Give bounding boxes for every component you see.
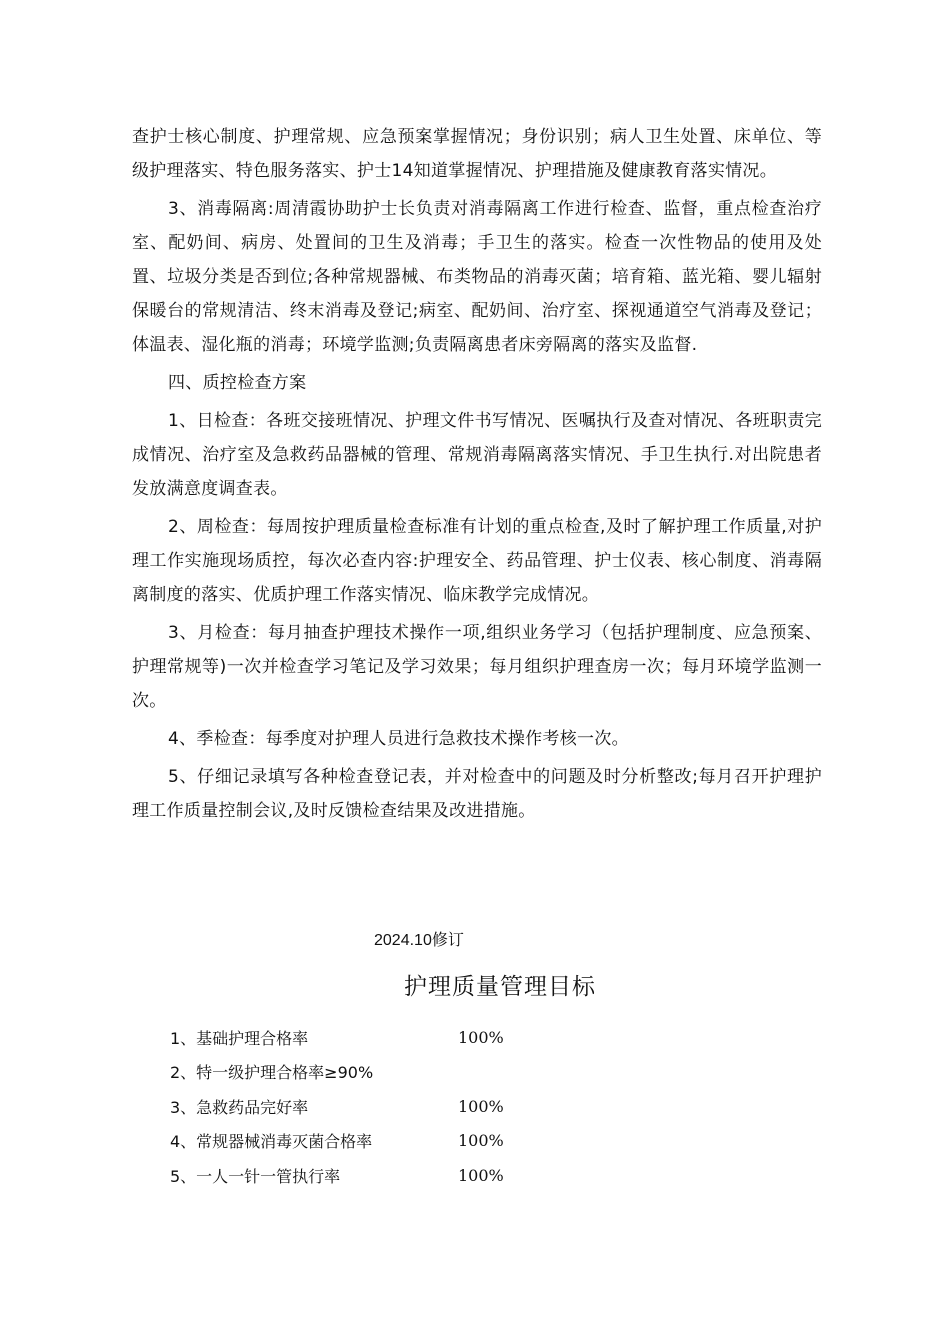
- goal-label: 5、一人一针一管执行率: [170, 1166, 341, 1186]
- goal-label: 4、常规器械消毒灭菌合格率: [170, 1132, 373, 1152]
- paragraph-check-content: 查护士核心制度、护理常规、应急预案掌握情况；身份识别；病人卫生处置、床单位、等级护理落实、特色服务落实、护士14知道掌握情况、护理措施及健康教育落实情况。: [132, 127, 822, 181]
- paragraph-weekly-check: 2、周检查：每周按护理质量检查标准有计划的重点检查,及时了解护理工作质量,对护理工作实施现场质控，每次必查内容:护理安全、药品管理、护士仪表、核心制度、消毒隔离制度的落实、优质护理工作落实情况、临床教学完成情况。: [132, 517, 822, 605]
- goal-row: [170, 1055, 670, 1090]
- goals-list: [170, 1020, 670, 1193]
- paragraph-quarterly-check: 4、季检查：每季度对护理人员进行急救技术操作考核一次。: [168, 729, 629, 749]
- goal-value: 100%: [458, 1131, 504, 1151]
- paragraph-daily-check: 1、日检查：各班交接班情况、护理文件书写情况、医嘱执行及查对情况、各班职责完成情况、治疗室及急救药品器械的管理、常规消毒隔离落实情况、手卫生执行.对出院患者发放满意度调查表。: [132, 411, 822, 499]
- paragraph-monthly-check: 3、月检查：每月抽查护理技术操作一项,组织业务学习（包括护理制度、应急预案、护理常规等)一次并检查学习笔记及学习效果；每月组织护理查房一次；每月环境学监测一次。: [132, 623, 822, 711]
- goal-label: 2、特一级护理合格率≥90%: [170, 1063, 374, 1083]
- paragraph-disinfection-isolation: 3、消毒隔离:周清霞协助护士长负责对消毒隔离工作进行检查、监督，重点检查治疗室、配奶间、病房、处置间的卫生及消毒；手卫生的落实。检查一次性物品的使用及处置、垃圾分类是否到位;各种常规器械、布类物品的消毒灭菌；培育箱、蓝光箱、婴儿辐射保暖台的常规清洁、终末消毒及登记;病室、配奶间、治疗室、探视通道空气消毒及登记；体温表、湿化瓶的消毒；环境学监测;负责隔离患者床旁隔离的落实及监督.: [132, 199, 822, 355]
- goal-value: 100%: [458, 1165, 504, 1185]
- goal-value: 100%: [458, 1027, 504, 1047]
- goal-label: 3、急救药品完好率: [170, 1097, 309, 1117]
- goal-row: [170, 1158, 670, 1193]
- goal-row: [170, 1124, 670, 1159]
- goals-title: 护理质量管理目标: [404, 974, 596, 1000]
- document-body: [132, 120, 822, 832]
- revision-date: 2024.10修订: [374, 932, 464, 949]
- paragraph-records: 5、仔细记录填写各种检查登记表，并对检查中的问题及时分析整改;每月召开护理护理工作质量控制会议,及时反馈检查结果及改进措施。: [132, 767, 822, 821]
- goal-row: [170, 1020, 670, 1055]
- section-heading-qc-plan: 四、质控检查方案: [168, 373, 307, 393]
- goal-label: 1、基础护理合格率: [170, 1028, 309, 1048]
- goal-value: 100%: [458, 1096, 504, 1116]
- goal-row: [170, 1089, 670, 1124]
